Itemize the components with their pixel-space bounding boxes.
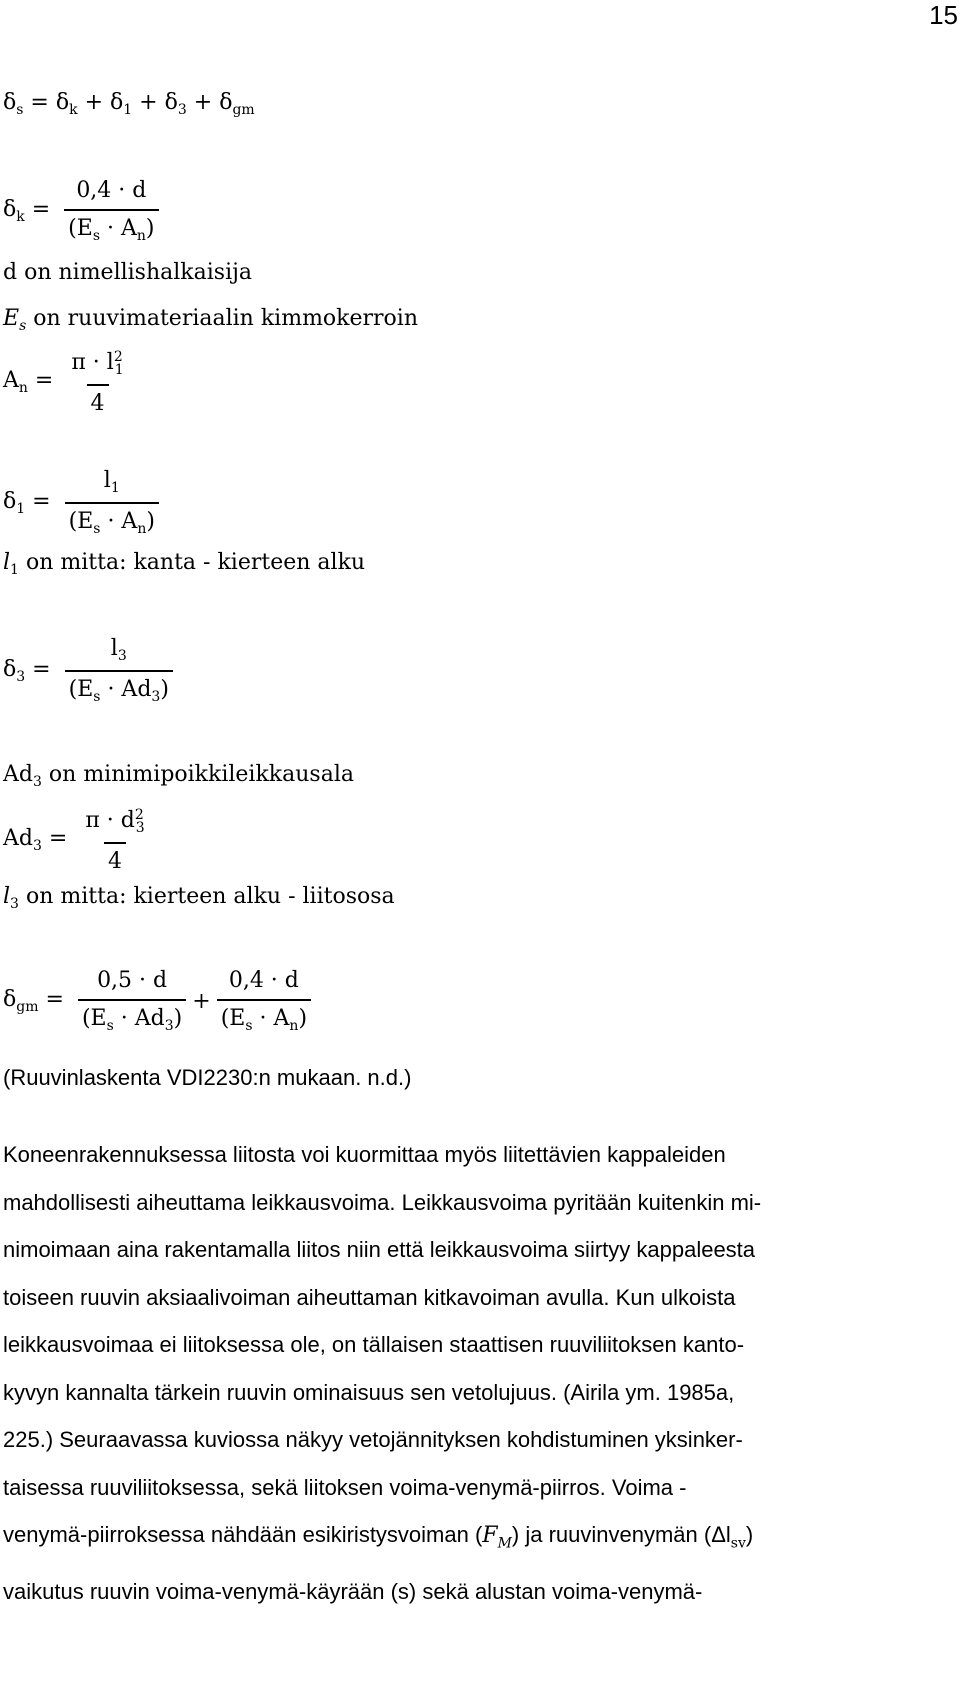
paragraph-line: kyvyn kannalta tärkein ruuvin ominaisuus sen vetolujuus. (Airila ym. 1985a, — [3, 1379, 735, 1405]
equation-ad3: $Ad_3$ = $\frac{\pi \cdot d^2_3}{4}$ — [3, 807, 145, 874]
paragraph-line: Koneenrakennuksessa liitosta voi kuormittaa myös liitettävien kappaleiden — [3, 1142, 726, 1167]
paragraph-line: taisessa ruuviliitoksessa, sekä liitoksen voima-venymä-piirros. Voima - — [3, 1474, 687, 1500]
definition-d: d on nimellishalkaisija — [3, 260, 253, 285]
definition-ad3: $Ad_3$ on minimipoikkileikkausala — [3, 762, 354, 790]
paragraph-line: toiseen ruuvin aksiaalivoiman aiheuttaman kitkavoiman avulla. Kun ulkoista — [3, 1284, 736, 1310]
paragraph-line: 225.) Seuraavassa kuviossa näkyy vetojännityksen kohdistuminen yksinker- — [3, 1427, 743, 1452]
definition-l1: $l_1$ on mitta: kanta - kierteen alku — [3, 550, 366, 578]
equation-delta-3: $\delta_3$ = $\frac{l_3}{(E_s \cdot Ad_3)}$ — [3, 638, 173, 704]
equation-delta-gm: $\delta_{gm}$ = $\frac{0,5 \cdot d}{(E_s \cdot Ad_3)}$ + $\frac{0,4 \cdot d}{(E_s \cdot A_n)}$ — [3, 970, 311, 1033]
page-number: 15 — [929, 0, 958, 30]
paragraph-line: vaikutus ruuvin voima-venymä-käyrään (s) sekä alustan voima-venymä- — [3, 1578, 703, 1604]
source-note: (Ruuvinlaskenta VDI2230:n mukaan. n.d.) — [3, 1065, 412, 1090]
equation-delta-k: $\delta_k$ = $\frac{0,4 \cdot d}{(E_s \cdot A_n)}$ — [3, 180, 159, 243]
equation-delta-1: $\delta_1$ = $\frac{l_1}{(E_s \cdot A_n)}$ — [3, 470, 159, 536]
paragraph-line: venymä-piirroksessa nähdään esikiristysvoiman $(F_M)$ ja ruuvinvenymän $(\Delta l_{sv})$ — [3, 1522, 754, 1552]
paragraph-line: nimoimaan aina rakentamalla liitos niin että leikkausvoima siirtyy kappaleesta — [3, 1237, 756, 1262]
equation-total-deflection: $\delta_s = \delta_k + \delta_1 + \delta_3 + \delta_{gm}$ — [3, 90, 255, 118]
paragraph-line: leikkausvoimaa ei liitoksessa ole, on tällaisen staattisen ruuviliitoksen kanto- — [3, 1332, 745, 1357]
body-paragraph — [3, 1131, 938, 1615]
equation-an: $A_n$ = $\frac{\pi \cdot l^2_1}{4}$ — [3, 349, 124, 416]
definition-es: $E_s$ on ruuvimateriaalin kimmokerroin — [3, 306, 419, 334]
paragraph-line: mahdollisesti aiheuttama leikkausvoima. Leikkausvoima pyritään kuitenkin mi- — [3, 1189, 762, 1215]
definition-l3: $l_3$ on mitta: kierteen alku - liitososa — [3, 884, 395, 912]
